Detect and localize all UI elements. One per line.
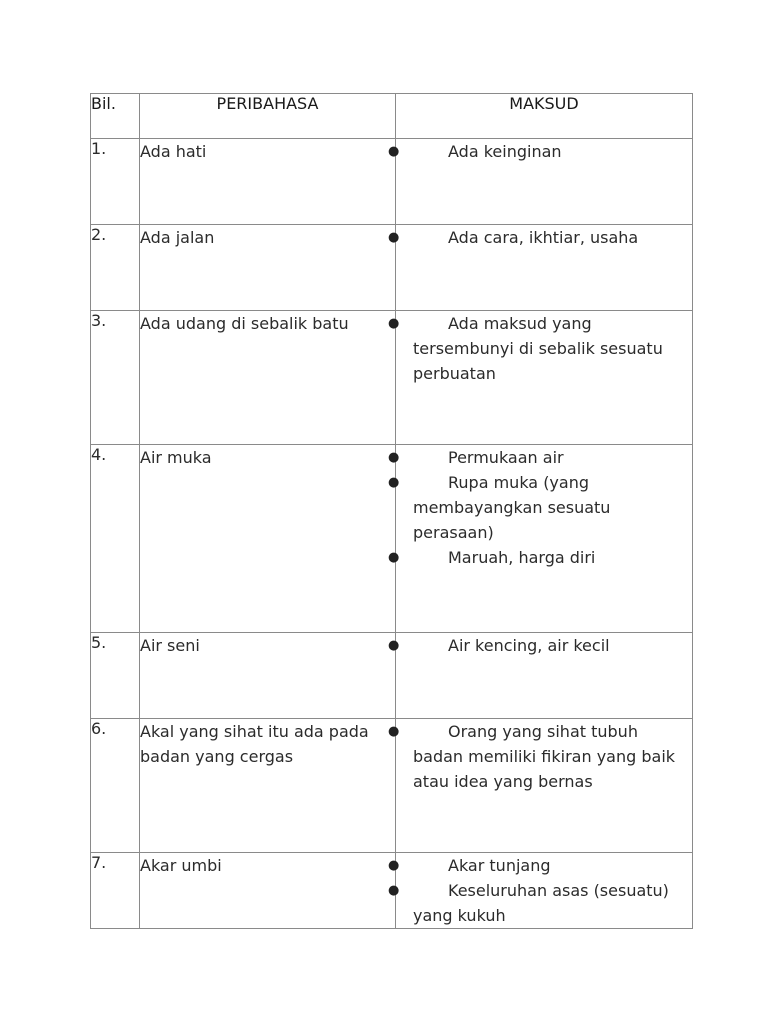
header-maksud: MAKSUD xyxy=(396,94,693,139)
bullet-dot-icon: ● xyxy=(388,638,400,653)
peribahasa-cell: Air muka xyxy=(140,445,396,633)
table-row xyxy=(91,311,693,445)
bullet-dot-icon: ● xyxy=(388,858,400,873)
maksud-cell xyxy=(388,853,693,929)
table-row xyxy=(91,719,693,853)
peribahasa-cell: Akar umbi xyxy=(140,853,396,929)
row-number: 2. xyxy=(91,225,140,311)
peribahasa-cell: Akal yang sihat itu ada pada badan yang cergas xyxy=(140,719,396,853)
meaning-item: ● Ada keinginan xyxy=(396,139,692,164)
peribahasa-cell: Ada hati xyxy=(140,139,396,225)
bullet-dot-icon: ● xyxy=(388,883,400,898)
peribahasa-cell: Ada udang di sebalik batu xyxy=(140,311,396,445)
table-row xyxy=(91,225,693,311)
row-number: 4. xyxy=(91,445,140,633)
bullet-dot-icon: ● xyxy=(388,316,400,331)
table-header-row xyxy=(91,94,693,139)
meaning-item: ● Orang yang sihat tubuh badan memiliki fikiran yang baik atau idea yang bernas xyxy=(396,719,692,794)
meaning-item: ● Rupa muka (yang membayangkan sesuatu perasaan) xyxy=(396,470,692,545)
table-row xyxy=(91,445,693,633)
bullet-dot-icon: ● xyxy=(388,450,400,465)
peribahasa-cell: Air seni xyxy=(140,633,396,719)
table-row xyxy=(91,139,693,225)
maksud-cell xyxy=(388,139,693,225)
bullet-dot-icon: ● xyxy=(388,550,400,565)
meaning-item: ● Air kencing, air kecil xyxy=(396,633,692,658)
meaning-item: ● Permukaan air xyxy=(396,445,692,470)
bullet-dot-icon: ● xyxy=(388,230,400,245)
peribahasa-cell: Ada jalan xyxy=(140,225,396,311)
meaning-item: ● Maruah, harga diri xyxy=(396,545,692,570)
header-peribahasa: PERIBAHASA xyxy=(140,94,396,139)
table-row xyxy=(91,633,693,719)
row-number: 6. xyxy=(91,719,140,853)
table-row xyxy=(91,853,693,929)
bullet-dot-icon: ● xyxy=(388,475,400,490)
maksud-cell xyxy=(388,445,693,633)
maksud-cell xyxy=(388,719,693,853)
maksud-cell xyxy=(388,311,693,445)
meaning-item: ● Ada maksud yang tersembunyi di sebalik sesuatu perbuatan xyxy=(396,311,692,386)
bullet-dot-icon: ● xyxy=(388,144,400,159)
maksud-cell xyxy=(388,225,693,311)
bullet-dot-icon: ● xyxy=(388,724,400,739)
row-number: 7. xyxy=(91,853,140,929)
row-number: 3. xyxy=(91,311,140,445)
meaning-item: ● Keseluruhan asas (sesuatu) yang kukuh xyxy=(396,878,692,928)
meaning-item: ● Ada cara, ikhtiar, usaha xyxy=(396,225,692,250)
maksud-cell xyxy=(388,633,693,719)
row-number: 5. xyxy=(91,633,140,719)
peribahasa-table xyxy=(90,93,693,929)
header-bil: Bil. xyxy=(91,94,140,139)
row-number: 1. xyxy=(91,139,140,225)
meaning-item: ● Akar tunjang xyxy=(396,853,692,878)
